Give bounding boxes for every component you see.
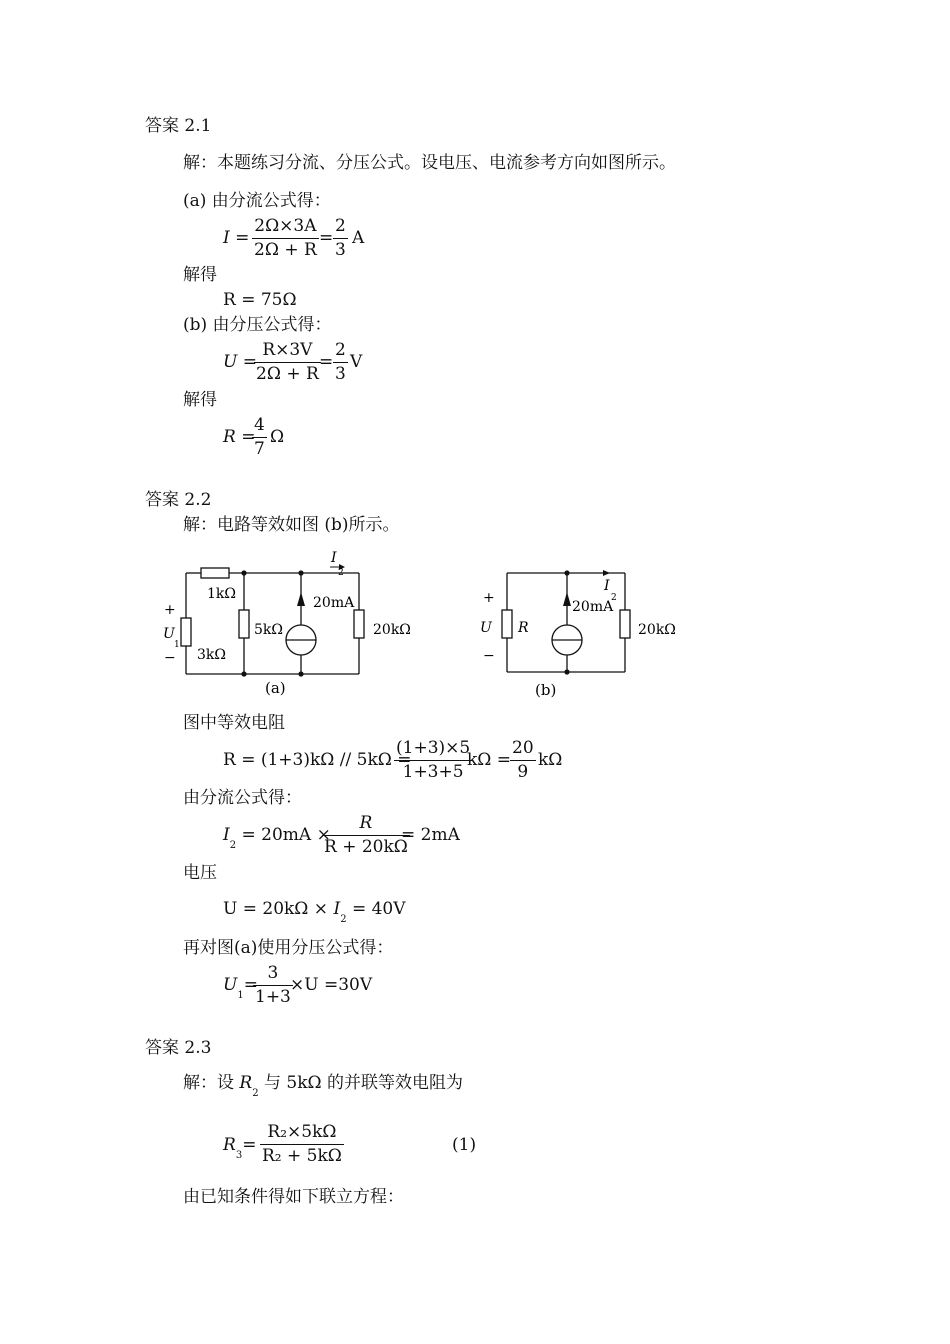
label-source: 20mA: [313, 595, 355, 611]
circuit-diagram-b: [470, 550, 700, 700]
section-heading-2-2: 答案 2.2: [145, 490, 212, 510]
eq-r3-lhs: [223, 1135, 257, 1161]
numerator: R₂×5kΩ: [260, 1124, 344, 1145]
fraction: [260, 1124, 344, 1165]
eq-left: U = 20kΩ ×: [223, 899, 334, 919]
fraction-result: [333, 218, 348, 259]
label-u-sub: 1: [174, 640, 180, 650]
label-plus: +: [483, 590, 495, 606]
denominator: 3: [335, 240, 346, 260]
numerator: 2Ω×3A: [252, 218, 319, 239]
denominator: 2Ω + R: [254, 240, 317, 260]
fraction-result: [333, 342, 348, 383]
denominator: 3: [335, 364, 346, 384]
fraction: [322, 815, 410, 856]
eq-right: ×U =30V: [290, 975, 373, 995]
eq-lhs: U =: [223, 352, 257, 372]
denominator: R + 20kΩ: [324, 837, 408, 857]
caption-a: (a): [265, 679, 286, 697]
label-i: I: [331, 550, 337, 566]
label-u: U: [163, 626, 175, 642]
voltage-divider-label: 再对图(a)使用分压公式得：: [183, 938, 394, 958]
intro-text: 解：电路等效如图 (b)所示。: [183, 515, 400, 535]
subscript: 2: [340, 914, 347, 925]
unit: kΩ: [538, 750, 563, 770]
solve-label: 解得: [183, 390, 217, 410]
equation-number: (1): [452, 1135, 477, 1155]
denominator: 7: [254, 439, 265, 459]
label-i-sub: 2: [611, 593, 617, 603]
numerator: 4: [252, 417, 267, 438]
symbol-i: I: [333, 899, 341, 919]
subscript: 2: [252, 1088, 259, 1099]
fraction: [254, 342, 321, 383]
denominator: 1+3+5: [402, 762, 464, 782]
resistor-r: [502, 610, 512, 638]
numerator: 2: [333, 218, 348, 239]
fraction-result: [510, 740, 536, 781]
numerator: 2: [333, 342, 348, 363]
eq-right: = 2mA: [401, 825, 460, 845]
label-r4: 20kΩ: [373, 622, 411, 638]
result-equation: R = 75Ω: [223, 290, 297, 310]
intro-post: 与 5kΩ 的并联等效电阻为: [258, 1073, 464, 1093]
unit: A: [352, 228, 365, 248]
voltage-label: 电压: [183, 863, 217, 883]
label-i: I: [604, 578, 610, 594]
equals: =: [243, 975, 258, 995]
label-r2: 5kΩ: [254, 622, 283, 638]
equals: =: [319, 228, 334, 248]
section-heading-2-1: 答案 2.1: [145, 116, 212, 136]
subscript: 3: [235, 1150, 243, 1161]
label-source: 20mA: [572, 599, 614, 615]
current-divider-label: 由分流公式得：: [183, 788, 302, 808]
eq-lhs: R =: [223, 427, 256, 447]
equiv-resistance-label: 图中等效电阻: [183, 713, 285, 733]
resistor-20k: [354, 610, 364, 638]
circuit-diagram-a: [155, 550, 425, 700]
fraction: [394, 740, 472, 781]
part-b-label: (b) 由分压公式得：: [183, 315, 332, 335]
label-minus: −: [483, 648, 495, 664]
section-heading-2-3: 答案 2.3: [145, 1038, 212, 1058]
intro-text: [183, 1073, 464, 1099]
denominator: 1+3: [255, 987, 291, 1007]
resistor-3k: [181, 618, 191, 646]
fraction: [252, 417, 267, 458]
eq-left: = 20mA ×: [236, 825, 331, 845]
intro-text: 解：本题练习分流、分压公式。设电压、电流参考方向如图所示。: [183, 153, 676, 173]
source-arrow: [563, 592, 571, 606]
label-i-sub: 2: [338, 568, 344, 578]
caption-b: (b): [535, 681, 557, 699]
solve-label: 解得: [183, 265, 217, 285]
subscript: 1: [237, 990, 244, 1001]
label-r1: 1kΩ: [207, 586, 236, 602]
eq-left: R = (1+3)kΩ // 5kΩ =: [223, 750, 412, 770]
equals: =: [319, 352, 334, 372]
current-arrow: [603, 570, 610, 576]
source-arrow: [297, 592, 305, 606]
fraction: [252, 218, 319, 259]
eq-lhs: I =: [223, 228, 250, 248]
symbol-r: R: [223, 1135, 236, 1155]
numerator: (1+3)×5: [394, 740, 472, 761]
subscript: 2: [229, 840, 237, 851]
symbol-i: I: [223, 825, 230, 845]
numerator: 3: [253, 965, 293, 986]
eq-voltage: [223, 899, 406, 925]
label-plus: +: [164, 602, 176, 618]
resistor-1k: [201, 568, 229, 578]
label-r4: 20kΩ: [638, 622, 676, 638]
label-u: U: [480, 620, 492, 636]
part-a-label: (a) 由分流公式得：: [183, 191, 331, 211]
unit: Ω: [270, 427, 285, 447]
denominator: 2Ω + R: [256, 364, 319, 384]
label-minus: −: [164, 650, 176, 666]
fraction: [253, 965, 293, 1006]
denominator: 9: [517, 762, 529, 782]
eq-mid: kΩ =: [467, 750, 512, 770]
resistor-20k: [620, 610, 630, 638]
eq-current: [223, 825, 331, 851]
equals: =: [242, 1135, 257, 1155]
eq-right: = 40V: [346, 899, 406, 919]
symbol-u: U: [223, 975, 238, 995]
numerator: 20: [510, 740, 536, 761]
numerator: R: [322, 815, 410, 836]
numerator: R×3V: [254, 342, 321, 363]
resistor-5k: [239, 610, 249, 638]
denominator: R₂ + 5kΩ: [262, 1146, 342, 1166]
label-r3: 3kΩ: [197, 647, 226, 663]
intro-pre: 解：设: [183, 1073, 240, 1093]
simultaneous-eq-label: 由已知条件得如下联立方程：: [183, 1187, 404, 1207]
unit: V: [350, 352, 363, 372]
symbol-r: R: [239, 1073, 253, 1093]
label-r: R: [518, 620, 529, 636]
